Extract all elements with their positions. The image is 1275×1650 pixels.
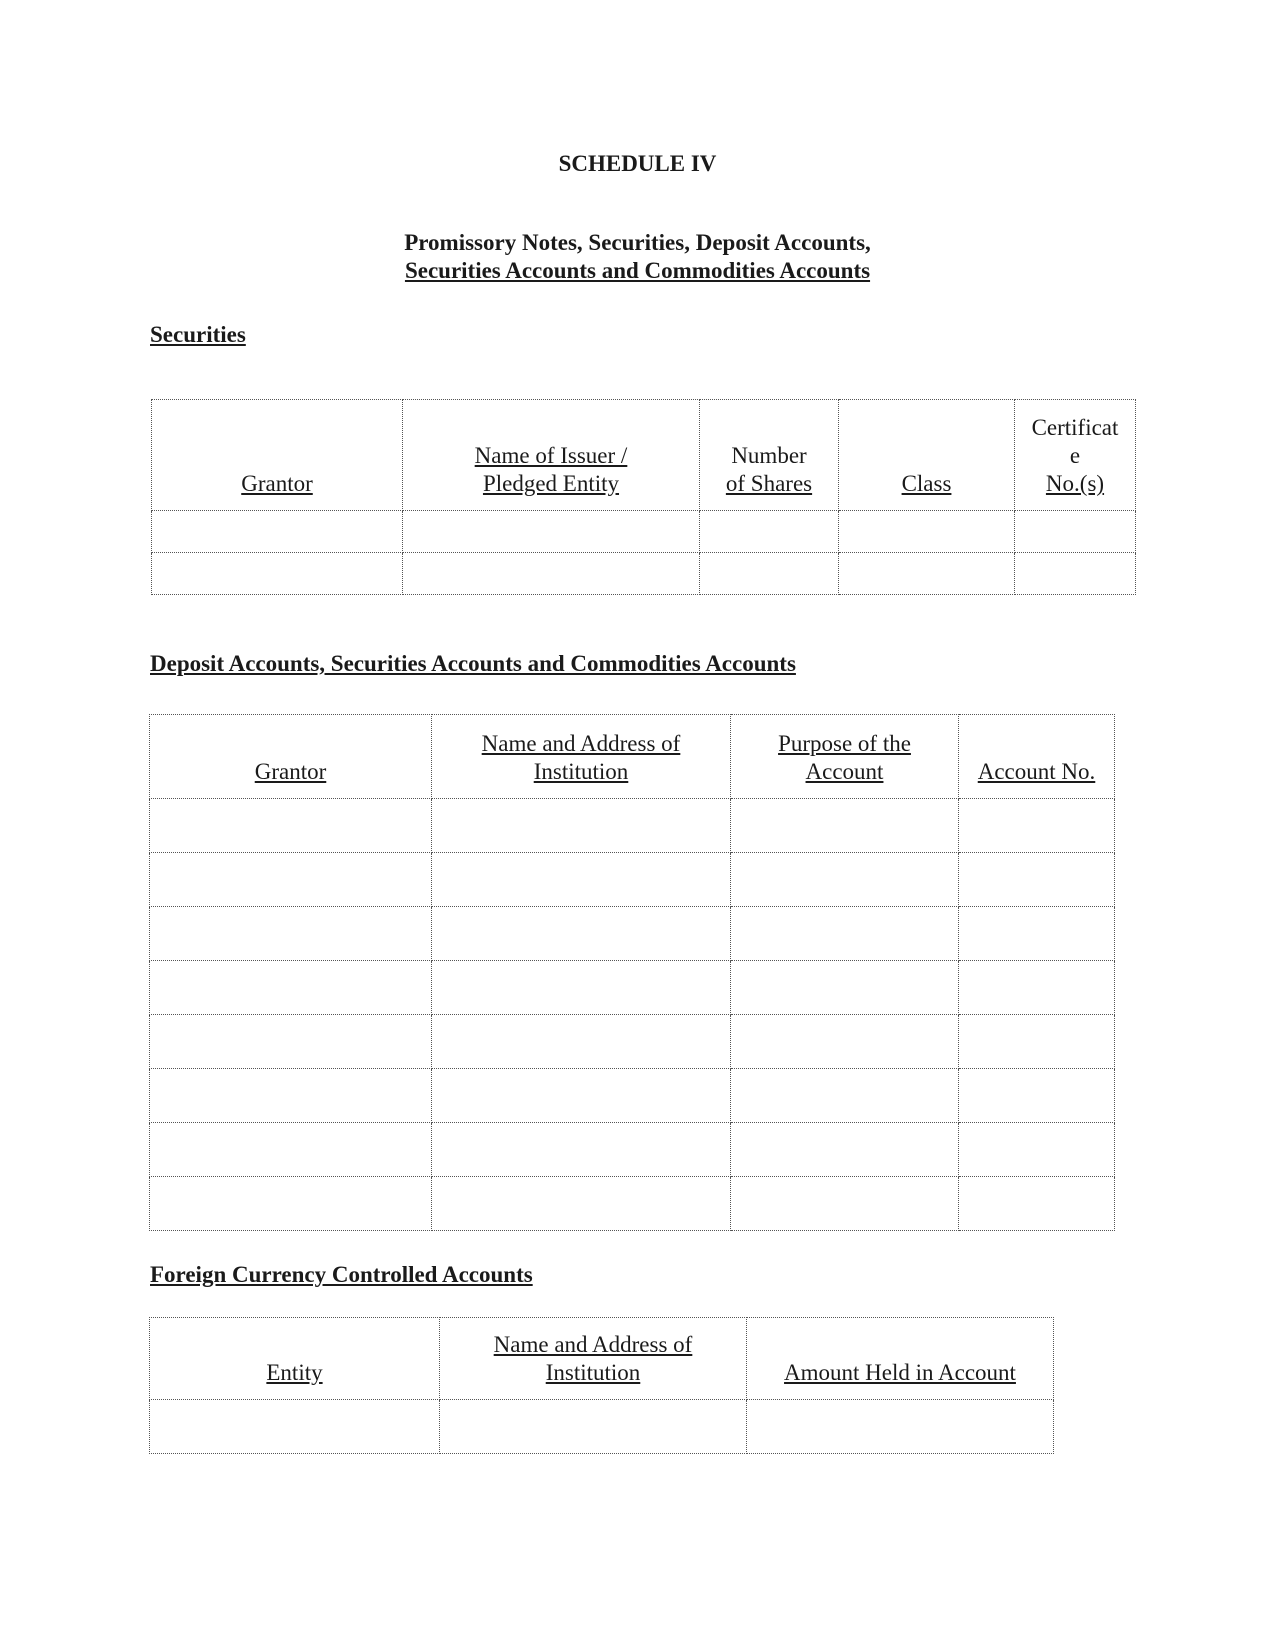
subtitle-line-1: Promissory Notes, Securities, Deposit Accounts, bbox=[404, 230, 871, 255]
table-row bbox=[150, 1400, 1054, 1454]
foreign-currency-table bbox=[149, 1317, 1054, 1454]
table-row bbox=[150, 907, 1115, 961]
page-subtitle bbox=[0, 229, 1275, 285]
amount-cell[interactable] bbox=[747, 1400, 1054, 1454]
col-institution: Name and Address of Institution bbox=[440, 1318, 747, 1400]
purpose-cell[interactable] bbox=[731, 961, 959, 1015]
foreign-header-row bbox=[150, 1318, 1054, 1400]
grantor-cell[interactable] bbox=[152, 553, 403, 595]
table-row bbox=[150, 1123, 1115, 1177]
col-certificate: Certificat e No.(s) bbox=[1015, 400, 1136, 511]
purpose-cell[interactable] bbox=[731, 1123, 959, 1177]
issuer-cell[interactable] bbox=[403, 511, 700, 553]
table-row bbox=[152, 553, 1136, 595]
shares-cell[interactable] bbox=[700, 553, 839, 595]
purpose-cell[interactable] bbox=[731, 907, 959, 961]
deposit-accounts-table bbox=[149, 714, 1115, 1231]
col-institution: Name and Address of Institution bbox=[432, 715, 731, 799]
account-no-cell[interactable] bbox=[959, 961, 1115, 1015]
col-shares: Number of Shares bbox=[700, 400, 839, 511]
table-row bbox=[150, 853, 1115, 907]
col-account-no: Account No. bbox=[959, 715, 1115, 799]
table-row bbox=[152, 511, 1136, 553]
purpose-cell[interactable] bbox=[731, 1015, 959, 1069]
account-no-cell[interactable] bbox=[959, 1177, 1115, 1231]
institution-cell[interactable] bbox=[432, 961, 731, 1015]
grantor-cell[interactable] bbox=[150, 1015, 432, 1069]
shares-cell[interactable] bbox=[700, 511, 839, 553]
account-no-cell[interactable] bbox=[959, 1123, 1115, 1177]
institution-cell[interactable] bbox=[432, 907, 731, 961]
account-no-cell[interactable] bbox=[959, 853, 1115, 907]
table-row bbox=[150, 799, 1115, 853]
table-row bbox=[150, 961, 1115, 1015]
securities-heading: Securities bbox=[150, 322, 246, 347]
institution-cell[interactable] bbox=[432, 1177, 731, 1231]
col-amount: Amount Held in Account bbox=[747, 1318, 1054, 1400]
institution-cell[interactable] bbox=[432, 1069, 731, 1123]
page-title: SCHEDULE IV bbox=[558, 151, 717, 176]
grantor-cell[interactable] bbox=[152, 511, 403, 553]
grantor-cell[interactable] bbox=[150, 1123, 432, 1177]
issuer-cell[interactable] bbox=[403, 553, 700, 595]
deposit-header-row bbox=[150, 715, 1115, 799]
grantor-cell[interactable] bbox=[150, 1069, 432, 1123]
table-row bbox=[150, 1177, 1115, 1231]
securities-header-row bbox=[152, 400, 1136, 511]
col-purpose: Purpose of the Account bbox=[731, 715, 959, 799]
foreign-currency-heading: Foreign Currency Controlled Accounts bbox=[150, 1262, 533, 1287]
purpose-cell[interactable] bbox=[731, 1069, 959, 1123]
grantor-cell[interactable] bbox=[150, 799, 432, 853]
class-cell[interactable] bbox=[839, 553, 1015, 595]
securities-table bbox=[151, 399, 1136, 595]
grantor-cell[interactable] bbox=[150, 853, 432, 907]
certificate-cell[interactable] bbox=[1015, 553, 1136, 595]
institution-cell[interactable] bbox=[432, 1015, 731, 1069]
institution-cell[interactable] bbox=[432, 799, 731, 853]
purpose-cell[interactable] bbox=[731, 799, 959, 853]
account-no-cell[interactable] bbox=[959, 907, 1115, 961]
deposit-accounts-heading: Deposit Accounts, Securities Accounts and Commodities Accounts bbox=[150, 651, 796, 676]
col-grantor: Grantor bbox=[150, 715, 432, 799]
col-entity: Entity bbox=[150, 1318, 440, 1400]
certificate-cell[interactable] bbox=[1015, 511, 1136, 553]
institution-cell[interactable] bbox=[440, 1400, 747, 1454]
account-no-cell[interactable] bbox=[959, 799, 1115, 853]
grantor-cell[interactable] bbox=[150, 907, 432, 961]
institution-cell[interactable] bbox=[432, 1123, 731, 1177]
grantor-cell[interactable] bbox=[150, 961, 432, 1015]
col-grantor: Grantor bbox=[152, 400, 403, 511]
account-no-cell[interactable] bbox=[959, 1015, 1115, 1069]
table-row bbox=[150, 1069, 1115, 1123]
col-class: Class bbox=[839, 400, 1015, 511]
subtitle-line-2: Securities Accounts and Commodities Accounts bbox=[404, 258, 871, 283]
table-row bbox=[150, 1015, 1115, 1069]
grantor-cell[interactable] bbox=[150, 1177, 432, 1231]
purpose-cell[interactable] bbox=[731, 853, 959, 907]
class-cell[interactable] bbox=[839, 511, 1015, 553]
institution-cell[interactable] bbox=[432, 853, 731, 907]
purpose-cell[interactable] bbox=[731, 1177, 959, 1231]
entity-cell[interactable] bbox=[150, 1400, 440, 1454]
col-issuer: Name of Issuer / Pledged Entity bbox=[403, 400, 700, 511]
account-no-cell[interactable] bbox=[959, 1069, 1115, 1123]
